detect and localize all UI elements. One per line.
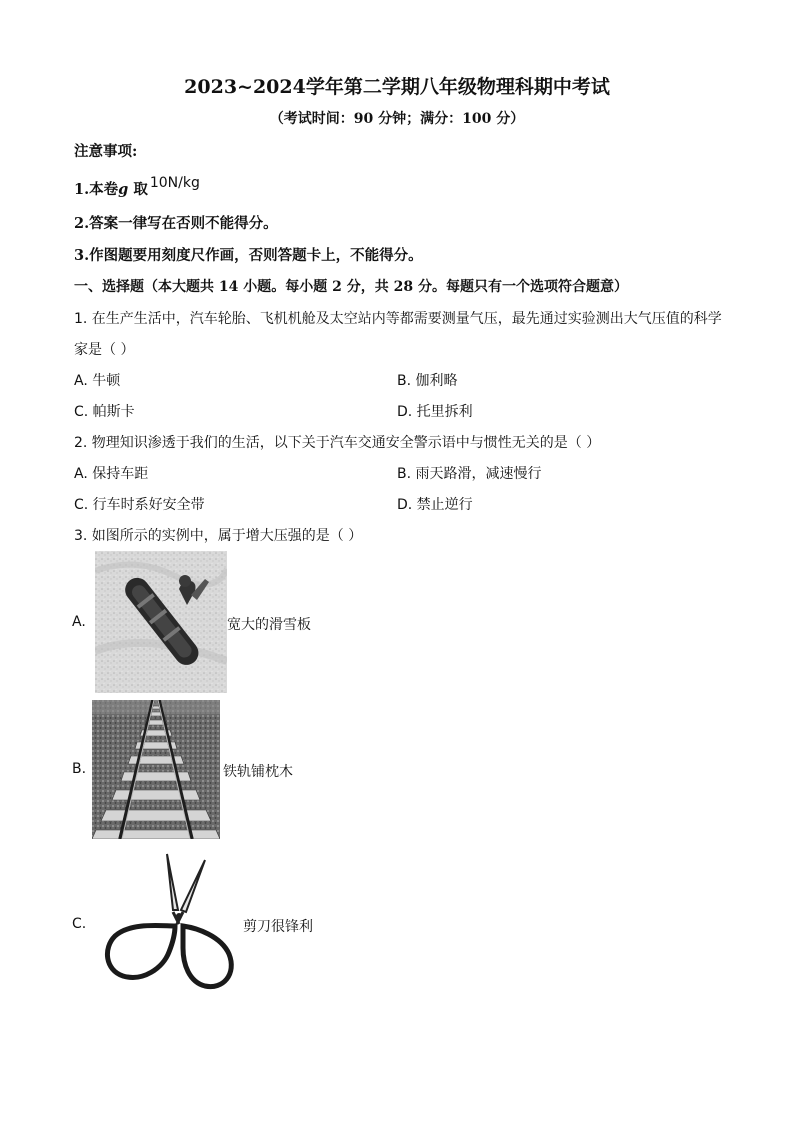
scissors-photo[interactable] bbox=[101, 852, 244, 995]
q1-option-c[interactable]: C. 帕斯卡 bbox=[74, 404, 135, 420]
q3-option-a-caption: 宽大的滑雪板 bbox=[227, 617, 311, 633]
q2-option-a[interactable]: A. 保持车距 bbox=[74, 466, 149, 482]
q3-option-b-caption: 铁轨铺枕木 bbox=[223, 764, 293, 780]
note-item-1 bbox=[74, 175, 200, 199]
exam-title: 2023~2024学年第二学期八年级物理科期中考试 bbox=[184, 76, 610, 98]
q3-option-b-letter[interactable]: B. bbox=[72, 761, 87, 777]
exam-subtitle: （考试时间：90 分钟；满分：100 分） bbox=[269, 111, 525, 127]
q3-stem: 3. 如图所示的实例中，属于增大压强的是（ ） bbox=[74, 528, 363, 544]
note-1-var: g bbox=[118, 181, 129, 198]
q3-option-c-letter[interactable]: C. bbox=[72, 916, 87, 932]
snowboard-photo[interactable] bbox=[95, 551, 227, 693]
q1-option-d[interactable]: D. 托里拆利 bbox=[397, 404, 473, 420]
q2-stem: 2. 物理知识渗透于我们的生活，以下关于汽车交通安全警示语中与惯性无关的是（ ） bbox=[74, 435, 601, 451]
q1-stem-line1: 1. 在生产生活中，汽车轮胎、飞机机舱及太空站内等都需要测量气压，最先通过实验测出大气压值的科学 bbox=[74, 311, 722, 327]
note-1-mid: 取 bbox=[128, 181, 148, 198]
note-item-2: 2.答案一律写在否则不能得分。 bbox=[74, 215, 278, 232]
railway-track-photo[interactable] bbox=[92, 700, 220, 839]
section-1-heading: 一、选择题（本大题共 14 小题。每小题 2 分，共 28 分。每题只有一个选项符合题意） bbox=[74, 279, 628, 295]
q3-option-a-letter[interactable]: A. bbox=[72, 614, 86, 630]
q2-option-c[interactable]: C. 行车时系好安全带 bbox=[74, 497, 205, 513]
q1-option-b[interactable]: B. 伽利略 bbox=[397, 373, 458, 389]
notes-heading: 注意事项: bbox=[74, 143, 138, 160]
q1-stem-line2: 家是（ ） bbox=[74, 342, 135, 358]
note-1-prefix: 1.本卷 bbox=[74, 181, 119, 198]
q1-option-a[interactable]: A. 牛顿 bbox=[74, 373, 121, 389]
q3-option-c-caption: 剪刀很锋利 bbox=[243, 919, 313, 935]
q2-option-b[interactable]: B. 雨天路滑，减速慢行 bbox=[397, 466, 542, 482]
note-1-unit: 10N/kg bbox=[149, 175, 200, 191]
q2-option-d[interactable]: D. 禁止逆行 bbox=[397, 497, 473, 513]
note-item-3: 3.作图题要用刻度尺作画，否则答题卡上，不能得分。 bbox=[74, 247, 423, 264]
